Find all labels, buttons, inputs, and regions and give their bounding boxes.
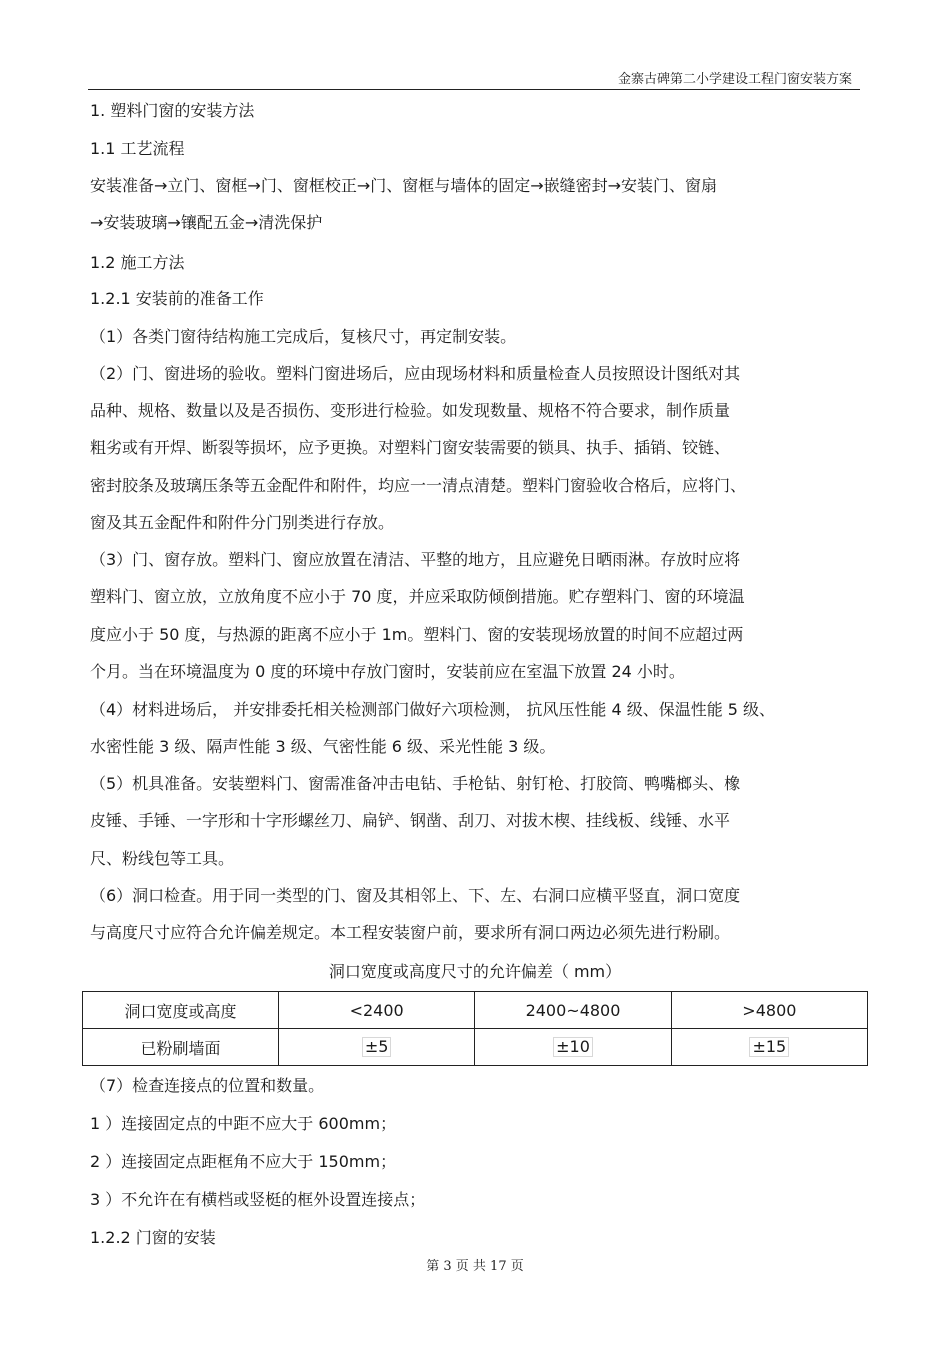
- table-header-cell: 洞口宽度或高度: [83, 992, 279, 1029]
- paragraph-line: 度应小于 50 度，与热源的距离不应小于 1m。塑料门、窗的安装现场放置的时间不应超过两: [90, 625, 744, 644]
- header-title: 金寨古碑第二小学建设工程门窗安装方案: [617, 72, 852, 87]
- tolerance-value: ±10: [553, 1037, 593, 1057]
- paragraph-line: 塑料门、窗立放，立放角度不应小于 70 度，并应采取防倾倒措施。贮存塑料门、窗的环境温: [90, 587, 745, 606]
- page-footer: 第 3 页 共 17 页: [426, 1259, 524, 1274]
- paragraph-line: 窗及其五金配件和附件分门别类进行存放。: [90, 513, 395, 532]
- tolerance-table: [82, 991, 868, 1066]
- paragraph-line: （5）机具准备。安装塑料门、窗需准备冲击电钻、手枪钻、射钉枪、打胶筒、鸭嘴榔头、橡: [90, 774, 741, 793]
- table-header-cell: 2400~4800: [475, 992, 671, 1029]
- paragraph-line: 尺、粉线包等工具。: [90, 849, 235, 868]
- table-header-row: [83, 992, 868, 1029]
- table-header-cell: >4800: [671, 992, 867, 1029]
- list-item: 2 ）连接固定点距框角不应大于 150mm；: [90, 1152, 397, 1171]
- tolerance-value: ±5: [362, 1037, 392, 1057]
- paragraph-line: （1）各类门窗待结构施工完成后，复核尺寸，再定制安装。: [90, 327, 517, 346]
- paragraph-line: 与高度尺寸应符合允许偏差规定。本工程安装窗户前，要求所有洞口两边必须先进行粉刷。: [90, 923, 731, 942]
- table-header-cell: <2400: [279, 992, 475, 1029]
- paragraph-line: （2）门、窗进场的验收。塑料门窗进场后，应由现场材料和质量检查人员按照设计图纸对其: [90, 364, 741, 383]
- table-cell: [279, 1029, 475, 1066]
- paragraph-line: 安装准备→立门、窗框→门、窗框校正→门、窗框与墙体的固定→嵌缝密封→安装门、窗扇: [90, 176, 718, 195]
- paragraph-line: 密封胶条及玻璃压条等五金配件和附件，均应一一清点清楚。塑料门窗验收合格后，应将门、: [90, 476, 747, 495]
- table-title: 洞口宽度或高度尺寸的允许偏差（ mm）: [328, 962, 622, 981]
- table-cell: [475, 1029, 671, 1066]
- heading-1-2-2: 1.2.2 门窗的安装: [90, 1228, 216, 1247]
- paragraph-line: 个月。当在环境温度为 0 度的环境中存放门窗时，安装前应在室温下放置 24 小时。: [90, 662, 685, 681]
- table-row: [83, 1029, 868, 1066]
- paragraph-line: （7）检查连接点的位置和数量。: [90, 1076, 325, 1095]
- table-cell: 已粉刷墙面: [83, 1029, 279, 1066]
- list-item: 3 ）不允许在有横档或竖梃的框外设置连接点；: [90, 1190, 426, 1209]
- paragraph-line: （3）门、窗存放。塑料门、窗应放置在清洁、平整的地方，且应避免日晒雨淋。存放时应将: [90, 550, 741, 569]
- heading-1-2-1: 1.2.1 安装前的准备工作: [90, 289, 264, 308]
- table-cell: [671, 1029, 867, 1066]
- paragraph-line: →安装玻璃→镶配五金→清洗保护: [90, 213, 323, 232]
- paragraph-line: 品种、规格、数量以及是否损伤、变形进行检验。如发现数量、规格不符合要求，制作质量: [90, 401, 731, 420]
- page-header: [88, 62, 860, 90]
- paragraph-line: （4）材料进场后， 并安排委托相关检测部门做好六项检测， 抗风压性能 4 级、保温性能 5 级、: [90, 700, 776, 719]
- heading-1-2: 1.2 施工方法: [90, 253, 185, 272]
- heading-1: 1. 塑料门窗的安装方法: [90, 101, 255, 120]
- heading-1-1: 1.1 工艺流程: [90, 139, 185, 158]
- paragraph-line: 水密性能 3 级、隔声性能 3 级、气密性能 6 级、采光性能 3 级。: [90, 737, 556, 756]
- list-item: 1 ）连接固定点的中距不应大于 600mm；: [90, 1114, 397, 1133]
- paragraph-line: （6）洞口检查。用于同一类型的门、窗及其相邻上、下、左、右洞口应横平竖直，洞口宽度: [90, 886, 741, 905]
- paragraph-line: 粗劣或有开焊、断裂等损坏，应予更换。对塑料门窗安装需要的锁具、执手、插销、铰链、: [90, 438, 731, 457]
- tolerance-value: ±15: [749, 1037, 789, 1057]
- paragraph-line: 皮锤、手锤、一字形和十字形螺丝刀、扁铲、钢凿、刮刀、对拔木楔、挂线板、线锤、水平: [90, 811, 731, 830]
